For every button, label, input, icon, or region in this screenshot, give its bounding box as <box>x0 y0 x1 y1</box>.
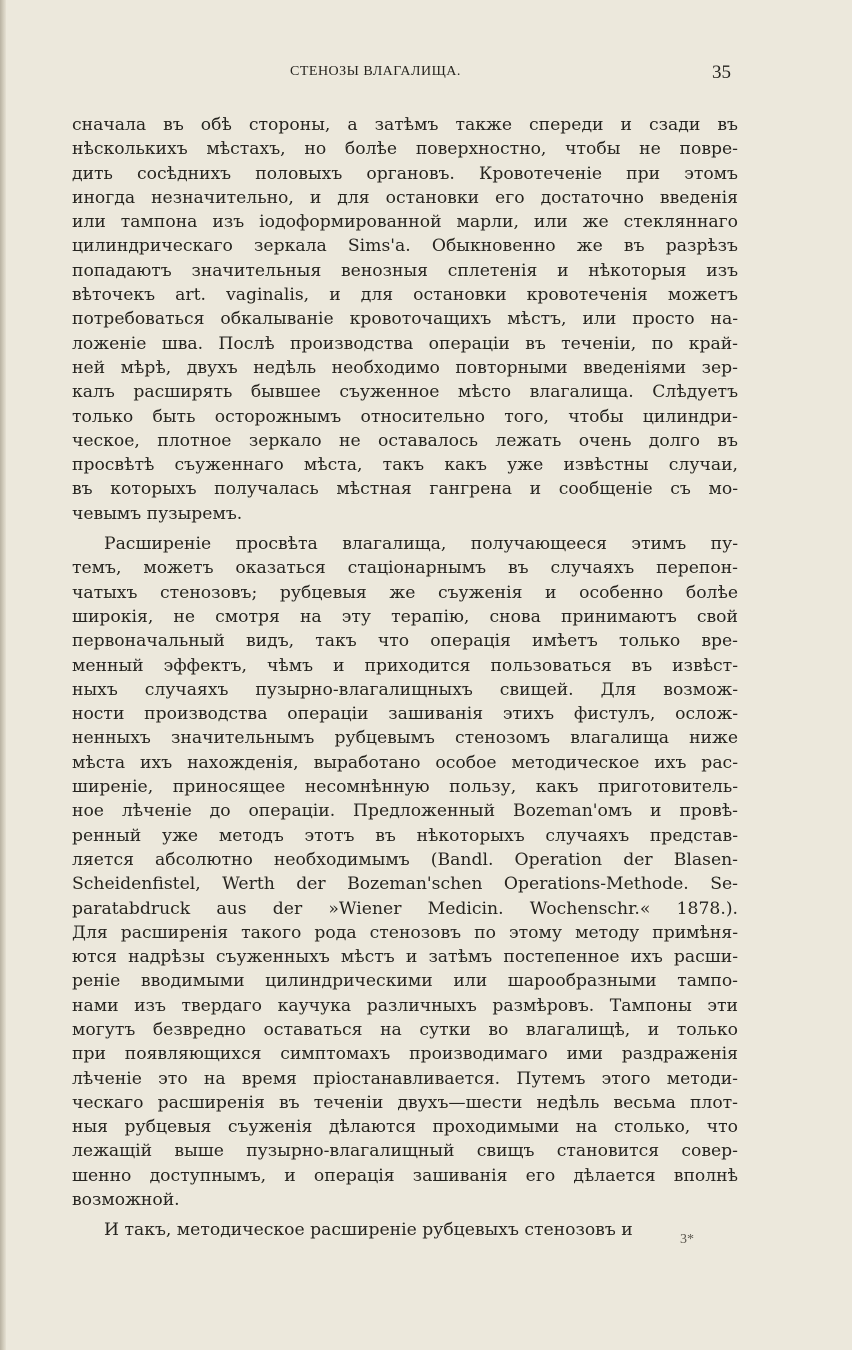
text-line: paratabdruck aus der »Wiener Medicin. Wochenschr.« 1878.). <box>72 898 738 919</box>
text-line: мѣста ихъ нахожденія, выработано особое методическое ихъ рас- <box>72 752 738 773</box>
running-head-title: СТЕНОЗЫ ВЛАГАЛИЩА. <box>290 64 461 79</box>
text-line: попадаютъ значительныя венозныя сплетенія и нѣкоторыя изъ <box>72 260 738 281</box>
body-text <box>72 113 738 1243</box>
text-line: возможной. <box>72 1190 180 1211</box>
text-line: Для расширенія такого рода стенозовъ по этому методу примѣня- <box>72 922 738 943</box>
text-line: лѣченіе это на время пріостанавливается. Путемъ этого методи- <box>72 1068 738 1089</box>
text-line: просвѣтѣ съуженнаго мѣста, такъ какъ уже извѣстны случаи, <box>72 455 738 476</box>
text-line: ненныхъ значительнымъ рубцевымъ стенозомъ влагалища ниже <box>72 728 738 749</box>
text-line: широкія, не смотря на эту терапію, снова принимаютъ свой <box>72 606 738 627</box>
text-line: Scheidenfistel, Werth der Bozeman'schen Operations-Methode. Se- <box>72 874 738 895</box>
text-line: ются надрѣзы съуженныхъ мѣстъ и затѣмъ постепенное ихъ расши- <box>72 947 738 968</box>
text-line: сначала въ обѣ стороны, а затѣмъ также спереди и сзади въ <box>72 115 738 135</box>
text-line: первоначальный видъ, такъ что операція имѣетъ только вре- <box>72 631 738 652</box>
text-line: реніе вводимыми цилиндрическими или шарообразными тампо- <box>72 971 738 992</box>
text-line: нѣсколькихъ мѣстахъ, но болѣе поверхностно, чтобы не повре- <box>72 139 738 160</box>
text-line: только быть осторожнымъ относительно того, чтобы цилиндри- <box>72 406 738 427</box>
text-line: ныхъ случаяхъ пузырно-влагалищныхъ свищей. Для возмож- <box>72 679 738 700</box>
text-line: ширеніе, приносящее несомнѣнную пользу, какъ приготовитель- <box>72 777 738 798</box>
text-line: ности производства операціи зашиванія этихъ фистулъ, ослож- <box>72 704 738 725</box>
paragraph <box>72 532 738 1212</box>
text-line: вѣточекъ art. vaginalis, и для остановки кровотеченія можетъ <box>72 285 738 306</box>
text-line: ренный уже методъ этотъ въ нѣкоторыхъ случаяхъ представ- <box>72 825 738 846</box>
text-line: или тампона изъ іодоформированной марли, или же стекляннаго <box>72 212 738 233</box>
text-line: потребоваться обкалываніе кровоточащихъ мѣстъ, или просто на- <box>72 309 738 330</box>
text-line: менный эффектъ, чѣмъ и приходится пользоваться въ извѣст- <box>72 655 738 676</box>
text-line: И такъ, методическое расширеніе рубцевыхъ стенозовъ и <box>104 1220 633 1241</box>
text-line: при появляющихся симптомахъ производимаго ими раздраженія <box>72 1044 738 1065</box>
paragraph <box>72 1218 738 1242</box>
text-line: ческаго расширенія въ теченіи двухъ—шести недѣль весьма плот- <box>72 1092 738 1113</box>
text-line: ческое, плотное зеркало не оставалось лежать очень долго въ <box>72 430 738 451</box>
text-line: темъ, можетъ оказаться стаціонарнымъ въ случаяхъ перепон- <box>72 558 738 579</box>
text-line: ложеніе шва. Послѣ производства операціи въ теченіи, по край- <box>72 333 738 354</box>
text-line: нами изъ твердаго каучука различныхъ размѣровъ. Тампоны эти <box>72 995 738 1016</box>
printer-signature-mark: 3* <box>680 1232 694 1247</box>
text-line: ляется абсолютно необходимымъ (Bandl. Operation der Blasen- <box>72 849 738 870</box>
page-number: 35 <box>712 62 731 83</box>
text-line: ныя рубцевыя съуженія дѣлаются проходимыми на столько, что <box>72 1117 738 1138</box>
text-line: чевымъ пузыремъ. <box>72 503 243 524</box>
text-line: въ которыхъ получалась мѣстная гангрена и сообщеніе съ мо- <box>72 479 738 500</box>
text-line: иногда незначительно, и для остановки его достаточно введенія <box>72 187 738 208</box>
text-line: ней мѣрѣ, двухъ недѣль необходимо повторными введеніями зер- <box>72 357 738 378</box>
text-line: ное лѣченіе до операціи. Предложенный Bozeman'омъ и провѣ- <box>72 801 738 822</box>
text-line: лежащій выше пузырно-влагалищный свищъ становится совер- <box>72 1141 738 1162</box>
text-line: калъ расширять бывшее съуженное мѣсто влагалища. Слѣдуетъ <box>72 382 738 403</box>
text-line: дить сосѣднихъ половыхъ органовъ. Кровотеченіе при этомъ <box>72 163 738 184</box>
page-edge <box>0 0 6 1350</box>
text-line: шенно доступнымъ, и операція зашиванія его дѣлается вполнѣ <box>72 1165 738 1186</box>
paragraph <box>72 113 738 526</box>
text-line: могутъ безвредно оставаться на сутки во влагалищѣ, и только <box>72 1019 738 1040</box>
text-line: цилиндрическаго зеркала Sims'а. Обыкновенно же въ разрѣзъ <box>72 236 738 257</box>
text-line: чатыхъ стенозовъ; рубцевыя же съуженія и особенно болѣе <box>72 582 738 603</box>
text-line: Расширеніе просвѣта влагалища, получающееся этимъ пу- <box>104 534 738 555</box>
